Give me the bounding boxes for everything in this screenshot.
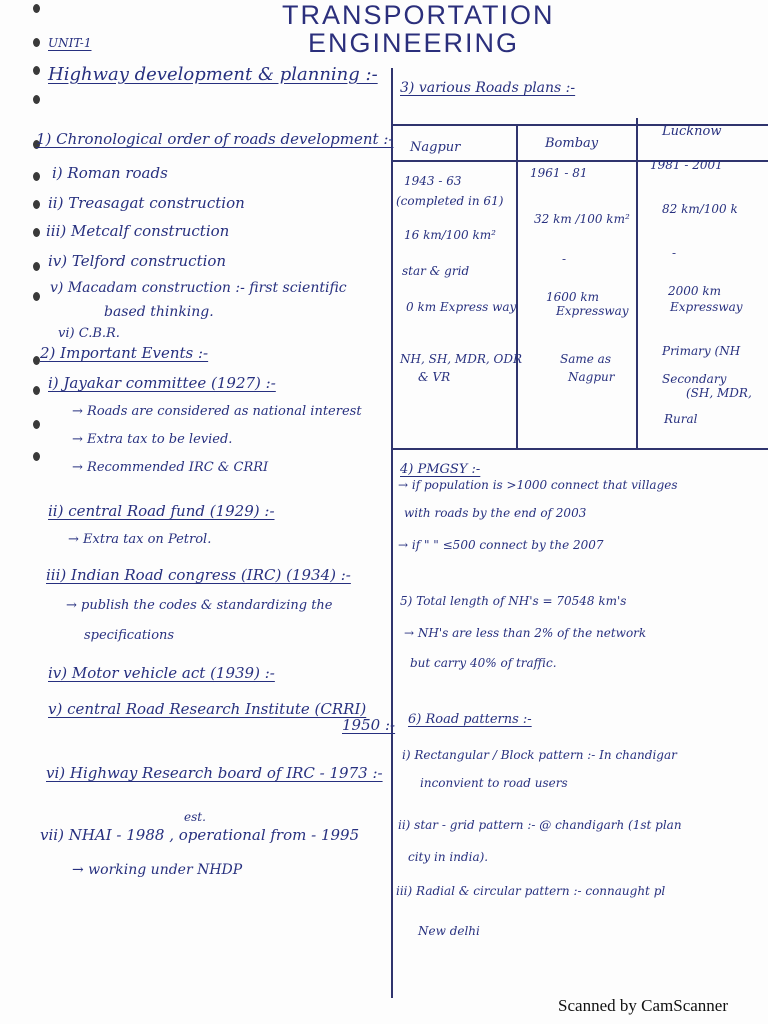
table-cell: 1981 - 2001 bbox=[650, 158, 723, 172]
table-cell: Rural bbox=[664, 412, 698, 426]
margin-dot bbox=[33, 386, 40, 395]
event-title: iv) Motor vehicle act (1939) :- bbox=[48, 664, 275, 682]
table-cell: 82 km/100 k bbox=[662, 202, 738, 216]
section-heading-road-patterns: 6) Road patterns :- bbox=[408, 712, 532, 727]
margin-dot bbox=[33, 172, 40, 181]
event-line: → publish the codes & standardizing the bbox=[66, 598, 333, 613]
table-header-lucknow: Lucknow bbox=[662, 124, 722, 139]
event-line: → Roads are considered as national interest bbox=[72, 404, 362, 419]
margin-dot bbox=[33, 420, 40, 429]
table-cell: 1943 - 63 bbox=[404, 174, 462, 188]
page-title-line1: TRANSPORTATION bbox=[282, 0, 555, 30]
list-item: iv) Telford construction bbox=[48, 252, 227, 270]
list-item: ii) Treasagat construction bbox=[48, 194, 245, 212]
pattern-line: iii) Radial & circular pattern :- connaught pl bbox=[396, 884, 666, 898]
table-cell: Primary (NH bbox=[662, 344, 741, 358]
event-title: ii) central Road fund (1929) :- bbox=[48, 502, 275, 520]
event-line: → working under NHDP bbox=[72, 862, 243, 878]
nh-length-line: 5) Total length of NH's = 70548 km's bbox=[400, 594, 627, 608]
margin-dot bbox=[33, 228, 40, 237]
table-cell: Expressway bbox=[556, 304, 629, 318]
margin-dot bbox=[33, 452, 40, 461]
table-rule bbox=[393, 448, 768, 450]
table-col-divider bbox=[516, 124, 518, 448]
column-divider bbox=[391, 68, 393, 998]
margin-dot bbox=[33, 4, 40, 13]
margin-dot bbox=[33, 356, 40, 365]
unit-label: UNIT-1 bbox=[48, 36, 92, 50]
list-item: v) Macadam construction :- first scientific bbox=[50, 280, 347, 296]
event-line: → Extra tax on Petrol. bbox=[68, 532, 212, 547]
event-year: 1950 :- bbox=[342, 716, 396, 734]
table-cell: 0 km Express way bbox=[406, 300, 517, 314]
pmgsy-line: with roads by the end of 2003 bbox=[404, 506, 587, 520]
section-heading-highway: Highway development & planning :- bbox=[48, 64, 378, 85]
margin-dot bbox=[33, 292, 40, 301]
section-heading-chronological: 1) Chronological order of roads development :- bbox=[36, 130, 394, 148]
table-cell: (SH, MDR, bbox=[686, 386, 752, 400]
nh-length-line: but carry 40% of traffic. bbox=[410, 656, 557, 670]
table-cell: & VR bbox=[418, 370, 451, 384]
list-item: i) Roman roads bbox=[52, 164, 168, 182]
table-cell: star & grid bbox=[402, 264, 470, 278]
table-cell: 32 km /100 km² bbox=[534, 212, 630, 226]
event-line: → Recommended IRC & CRRI bbox=[72, 460, 269, 475]
table-cell: 1600 km bbox=[546, 290, 600, 304]
event-title: i) Jayakar committee (1927) :- bbox=[48, 374, 276, 392]
table-cell: - bbox=[672, 246, 677, 260]
event-est: est. bbox=[184, 810, 206, 824]
event-line: specifications bbox=[84, 628, 175, 643]
table-header-bombay: Bombay bbox=[545, 136, 599, 151]
table-cell: 16 km/100 km² bbox=[404, 228, 496, 242]
margin-dot bbox=[33, 66, 40, 75]
margin-dot bbox=[33, 95, 40, 104]
list-item: based thinking. bbox=[104, 304, 214, 320]
table-cell: Nagpur bbox=[568, 370, 615, 384]
pmgsy-line: → if " " ≤500 connect by the 2007 bbox=[398, 538, 604, 552]
list-item: vi) C.B.R. bbox=[58, 326, 120, 341]
scanner-watermark: Scanned by CamScanner bbox=[558, 996, 728, 1015]
section-heading-road-plans: 3) various Roads plans :- bbox=[400, 80, 576, 96]
nh-length-line: → NH's are less than 2% of the network bbox=[404, 626, 647, 640]
event-title: vi) Highway Research board of IRC - 1973 :- bbox=[46, 764, 383, 782]
table-col-divider bbox=[636, 118, 638, 448]
pattern-line: ii) star - grid pattern :- @ chandigarh (1st plan bbox=[398, 818, 682, 832]
table-cell: Same as bbox=[560, 352, 611, 366]
table-cell: 1961 - 81 bbox=[530, 166, 588, 180]
pattern-line: city in india). bbox=[408, 850, 489, 864]
pattern-line: i) Rectangular / Block pattern :- In chandigar bbox=[402, 748, 677, 762]
page-title-line2: ENGINEERING bbox=[308, 28, 520, 58]
margin-dot bbox=[33, 38, 40, 47]
table-header-nagpur: Nagpur bbox=[410, 140, 461, 155]
pattern-line: New delhi bbox=[418, 924, 480, 938]
table-cell: (completed in 61) bbox=[396, 194, 504, 208]
table-cell: NH, SH, MDR, ODR bbox=[400, 352, 522, 366]
section-heading-events: 2) Important Events :- bbox=[40, 344, 209, 362]
table-cell: Secondary bbox=[662, 372, 727, 386]
event-title: iii) Indian Road congress (IRC) (1934) :- bbox=[46, 566, 351, 584]
pmgsy-line: → if population is >1000 connect that villages bbox=[398, 478, 678, 492]
table-cell: - bbox=[562, 252, 567, 266]
list-item: iii) Metcalf construction bbox=[46, 222, 230, 240]
table-cell: 2000 km bbox=[668, 284, 722, 298]
section-heading-pmgsy: 4) PMGSY :- bbox=[400, 462, 481, 477]
margin-dot bbox=[33, 262, 40, 271]
margin-dot bbox=[33, 200, 40, 209]
event-title: v) central Road Research Institute (CRRI) bbox=[48, 700, 367, 718]
table-cell: Expressway bbox=[670, 300, 743, 314]
pattern-line: inconvient to road users bbox=[420, 776, 568, 790]
event-line: → Extra tax to be levied. bbox=[72, 432, 233, 447]
event-title: vii) NHAI - 1988 , operational from - 1995 bbox=[40, 826, 360, 844]
